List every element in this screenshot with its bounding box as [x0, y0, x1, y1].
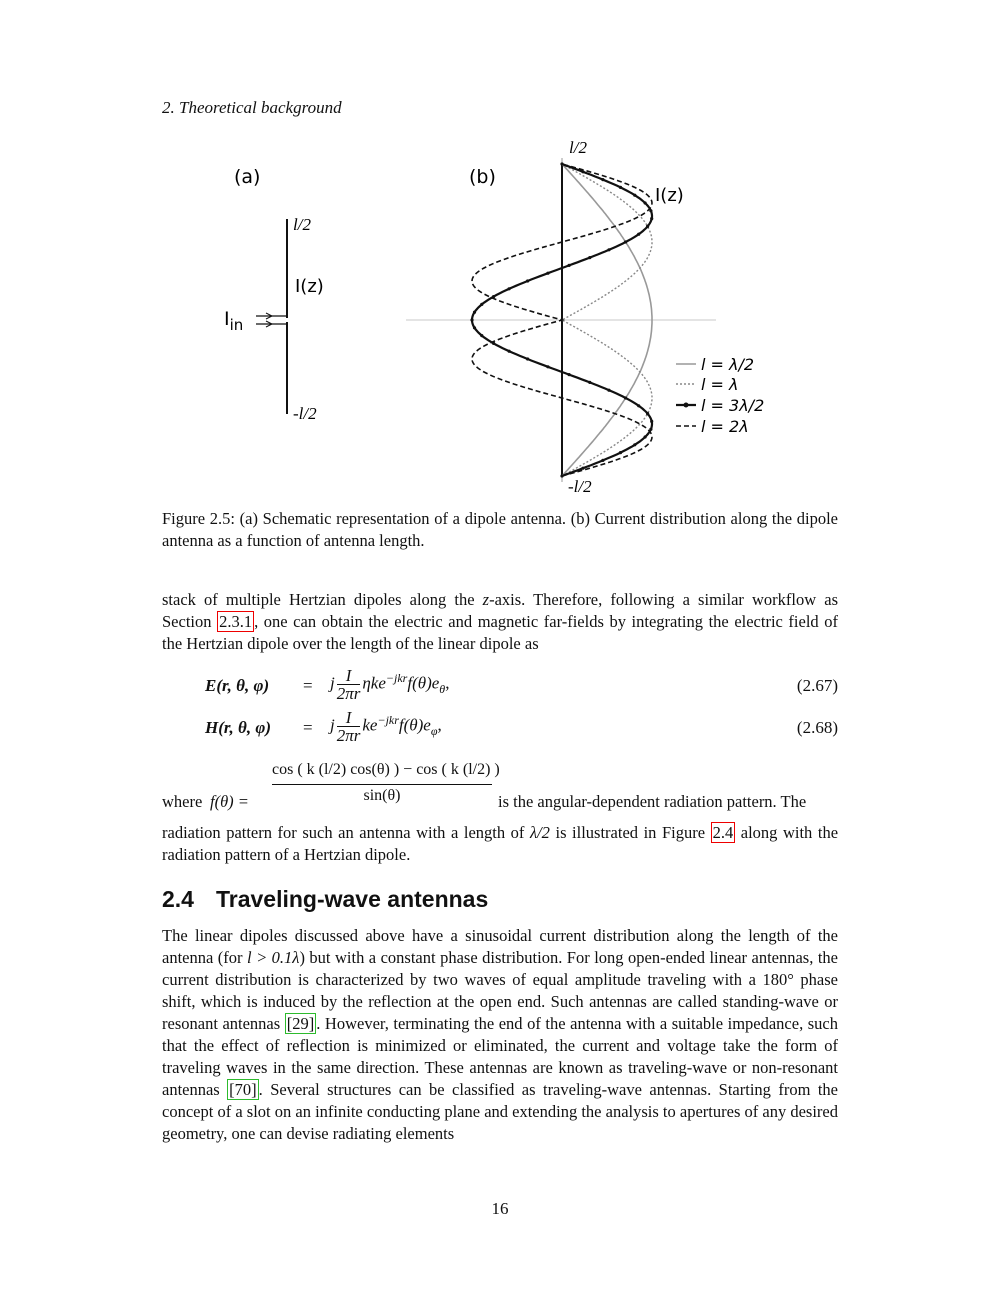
panel-b-label: (b) [469, 166, 496, 188]
text-run: stack of multiple Hertzian dipoles along the [162, 590, 483, 609]
curve-marker [619, 451, 622, 454]
citation-link[interactable]: [70] [229, 1080, 257, 1099]
text-run: . Several structures can be classified as traveling-wave antennas. Starting from the concept of a slot on an infinite conducting plane and extending the analysis to apertures of any desired geometry, one can devise radiating elements [162, 1080, 838, 1143]
pattern-denominator: sin(θ) [363, 787, 401, 804]
pattern-numerator: cos ( k (l/2) cos(θ) ) − cos ( k (l/2) ) [272, 761, 492, 785]
legend-label-three-half-wavelength: l = 3λ/2 [701, 396, 765, 415]
curve-marker [619, 186, 622, 189]
section-ref-link[interactable]: 2.3.1 [219, 612, 253, 631]
running-head: 2. Theoretical background [162, 98, 342, 117]
eq-term: ke [362, 715, 378, 735]
eq-exponent: −jkr [385, 670, 408, 685]
section-heading [162, 886, 488, 913]
figure-dipole [0, 130, 1000, 500]
equation-rhs [330, 709, 442, 744]
eq-denominator: 2πr [336, 684, 361, 703]
curve-marker [637, 404, 640, 407]
equation-2-67 [205, 667, 838, 703]
equation-2-68 [205, 709, 838, 745]
curve-marker [588, 256, 591, 259]
curve-marker [607, 248, 610, 251]
paragraph-pattern [162, 822, 838, 866]
curve-marker [470, 318, 473, 321]
svg-text:Iin [224, 308, 243, 334]
page-number: 16 [491, 1199, 509, 1218]
eq-subscript: φ [430, 723, 438, 738]
eq-term: , [437, 715, 442, 735]
curve-marker [644, 201, 647, 204]
eq-numerator: I [337, 709, 361, 727]
curve-marker [624, 396, 627, 399]
legend [676, 355, 764, 436]
curve-marker [624, 240, 627, 243]
figure-caption: Figure 2.5: (a) Schematic representation of a dipole antenna. (b) Current distribution along the dipole antenna as a function of antenna length. [162, 509, 838, 550]
equation-equals: = [303, 718, 313, 737]
curve-marker [546, 365, 549, 368]
figure-ref-link[interactable]: 2.4 [712, 823, 734, 842]
text-run: The linear dipoles discussed above have a sinusoidal current distribution along the length of the antenna (for [162, 926, 838, 967]
eq-fraction [337, 667, 361, 702]
panel-b-bottom-label: -l/2 [568, 477, 592, 496]
panel-a [224, 166, 324, 423]
equation-number: (2.68) [796, 718, 838, 737]
legend-label-full-wavelength: l = λ [701, 375, 739, 394]
panel-b-top-label: l/2 [569, 138, 587, 157]
curve-marker [568, 373, 571, 376]
text-run: -axis. Therefore, following a similar workflow as Section [162, 590, 838, 631]
curve-marker [650, 217, 653, 220]
panel-a-current-label: I(z) [295, 276, 324, 297]
curve-marker [607, 389, 610, 392]
math-z: z [482, 590, 490, 609]
curve-marker [480, 334, 483, 337]
panel-b [406, 138, 764, 496]
text-run: is illustrated in Figure [549, 823, 711, 842]
equation-number: (2.67) [796, 676, 838, 695]
curve-marker [568, 264, 571, 267]
panel-a-input-subscript: in [229, 316, 244, 334]
legend-swatch-marker-icon [684, 403, 689, 408]
pattern-fraction [272, 761, 500, 805]
curve-marker [581, 170, 584, 173]
curve-marker [526, 357, 529, 360]
curve-marker [646, 225, 649, 228]
text-run: along with the radiation pattern of a Hertzian dipole. [162, 823, 839, 864]
panel-a-input-label: I [224, 308, 230, 330]
pattern-definition [162, 757, 838, 823]
eq-term: , [445, 673, 450, 693]
eq-term: f(θ)e [407, 673, 440, 693]
eq-term: f(θ)e [398, 715, 431, 735]
eq-exponent: −jkr [377, 712, 399, 727]
text-run: radiation pattern for such an antenna with a length of [162, 823, 530, 842]
curve-marker [508, 287, 511, 290]
equation-equals: = [303, 676, 313, 695]
eq-numerator: I [337, 667, 361, 685]
math-lambda-half: λ/2 [529, 823, 550, 842]
section-title: Traveling-wave antennas [215, 886, 489, 912]
equation-lhs: E(r, θ, φ) [205, 676, 270, 695]
legend-label-two-wavelength: l = 2λ [701, 417, 749, 436]
curve-marker [637, 233, 640, 236]
panel-a-top-label: l/2 [293, 215, 311, 234]
eq-term: j [330, 673, 335, 693]
text-run: , one can obtain the electric and magnetic far-fields by integrating the electric field of the Hertzian dipole over the length of the linear dipole as [162, 612, 838, 653]
curve-marker [473, 326, 476, 329]
eq-denominator: 2πr [336, 726, 361, 745]
curve-marker [650, 420, 653, 423]
pattern-function-lhs: f(θ) = [210, 792, 249, 811]
curve-marker [588, 381, 591, 384]
curve-marker [560, 162, 563, 165]
eq-term: j [330, 715, 335, 735]
curve-marker [633, 443, 636, 446]
curve-marker [546, 272, 549, 275]
curve-marker [526, 279, 529, 282]
curve-marker [581, 467, 584, 470]
curve-marker [644, 435, 647, 438]
equation-rhs [330, 667, 449, 702]
section-number: 2.4 [162, 886, 194, 912]
where-word: where [162, 792, 203, 811]
panel-a-label: (a) [234, 166, 261, 188]
citation-link[interactable]: [29] [286, 1014, 315, 1033]
legend-label-half-wavelength: l = λ/2 [701, 355, 755, 374]
panel-b-current-label: I(z) [655, 185, 684, 206]
paragraph-traveling-wave [162, 925, 838, 1145]
eq-term: ηke [362, 673, 386, 693]
text-run: . However, terminating the end of the antenna with a suitable impedance, such that the effect of reflection is minimized or eliminated, the current and voltage take the form of traveling waves in the same direction. These antennas are known as traveling-wave or non-resonant antennas [162, 1014, 839, 1099]
paragraph-intro [162, 589, 838, 655]
curve-marker [480, 303, 483, 306]
panel-a-bottom-label: -l/2 [293, 404, 317, 423]
curve-marker [601, 459, 604, 462]
text-run: ) but with a constant phase distribution. For long open-ended linear antennas, the current distribution is characterized by two waves of equal amplitude traveling with a 180° phase shift, which is induced by the reflection at the open end. Such antennas are called standing-wave or resonant antennas [162, 948, 838, 1033]
math-condition: l > 0.1λ [247, 948, 300, 967]
curve-marker [508, 350, 511, 353]
curve-marker [633, 194, 636, 197]
curve-marker [473, 311, 476, 314]
equation-lhs: H(r, θ, φ) [205, 718, 271, 737]
eq-fraction [337, 709, 361, 744]
pattern-description: is the angular-dependent radiation pattern. The [498, 792, 807, 811]
curve-marker [601, 178, 604, 181]
curve-marker [646, 412, 649, 415]
eq-subscript: θ [439, 681, 446, 696]
